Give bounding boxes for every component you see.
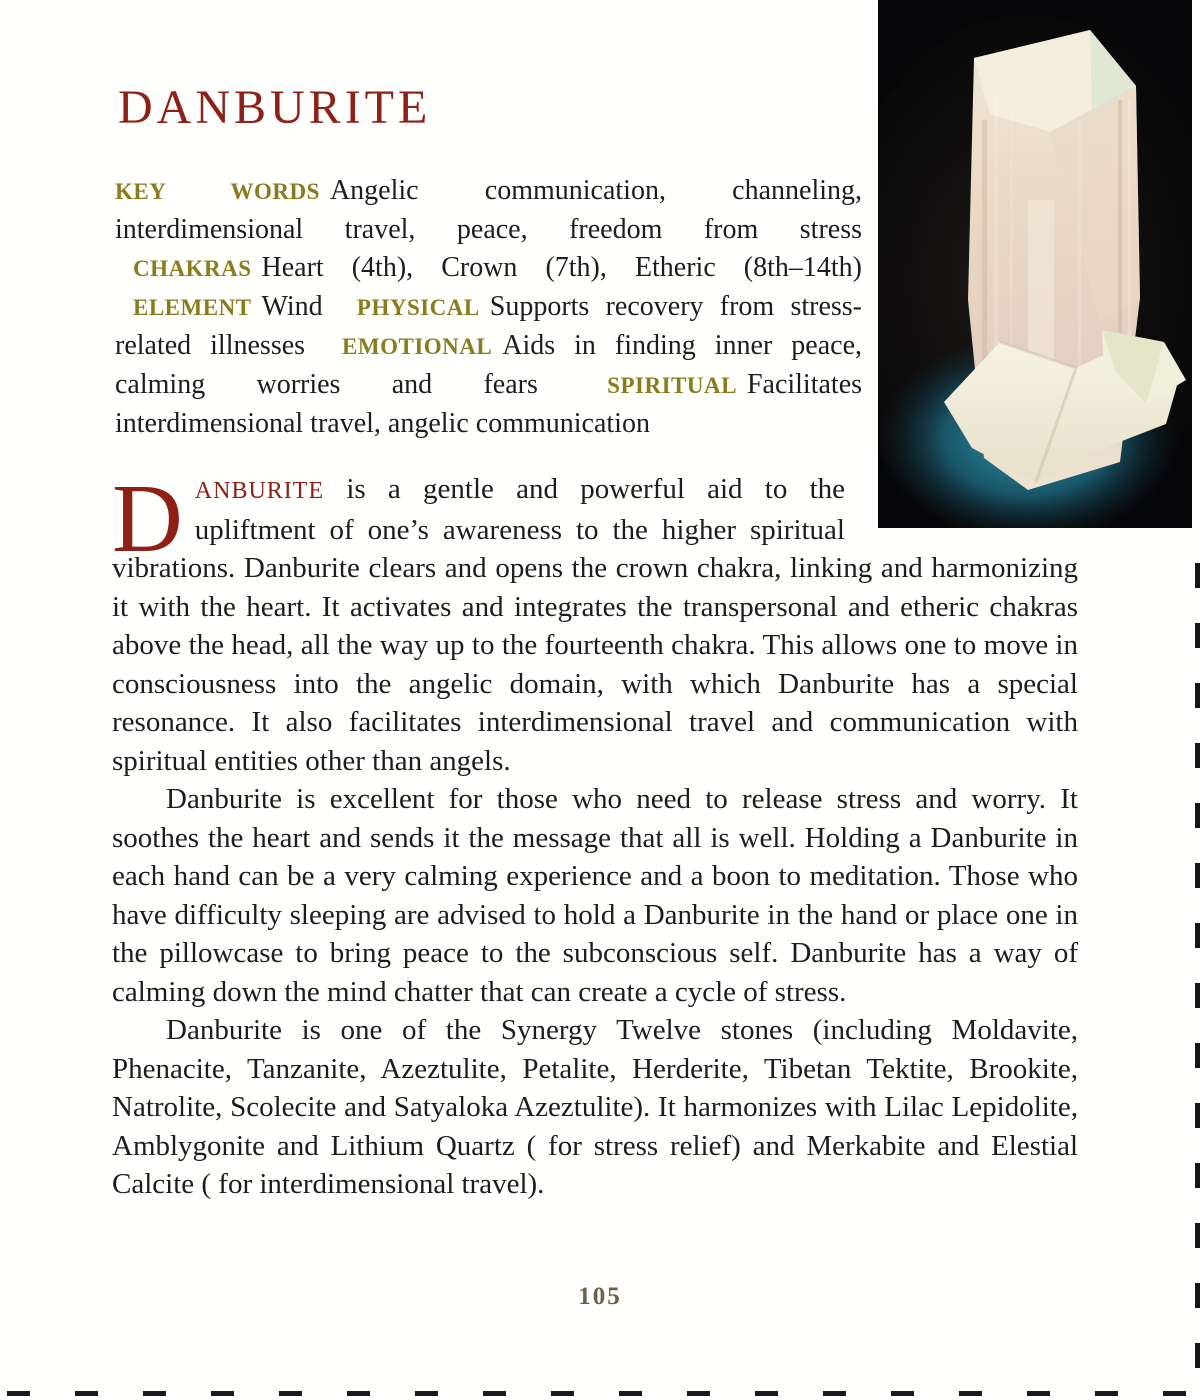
article-body [112, 465, 1078, 1204]
lead-word: ANBURITE [194, 478, 325, 504]
danburite-crystal-photo [878, 0, 1192, 528]
property-label-physical: PHYSICAL [356, 295, 480, 320]
property-label-spiritual: SPIRITUAL [607, 373, 737, 398]
paragraph-1-text: is a gentle and powerful aid to the upliftment of one’s awareness to the higher spiritual vibrations. Danburite clears and opens the crown chakra, linking and harmonizing it with the heart. It activates and integrates the transpersonal and etheric chakras above the head, all the way up to the fourteenth chakra. This allows one to move in consciousness into the angelic domain, with which Danburite has a special resonance. It also facilitates interdimensional travel and communication with spiritual entities other than angels. [112, 473, 1078, 777]
photo-wrap-spacer [845, 470, 1078, 544]
property-label-chakras: CHAKRAS [133, 256, 252, 281]
property-text-physical: Supports recovery from stress-related illnesses [115, 291, 862, 361]
property-label-element: ELEMENT [133, 295, 252, 320]
drop-cap: D [112, 465, 183, 573]
page-title: DANBURITE [118, 81, 432, 134]
property-text-key-words: Angelic communication, channeling, interdimensional travel, peace, freedom from stress [115, 175, 862, 245]
crystal-illustration [878, 0, 1192, 528]
property-text-element: Wind [261, 291, 323, 322]
bottom-dash-border [7, 1391, 1200, 1396]
property-text-chakras: Heart (4th), Crown (7th), Etheric (8th–14th) [261, 252, 862, 283]
paragraph-1 [112, 465, 1078, 780]
property-label-emotional: EMOTIONAL [342, 334, 493, 359]
paragraph-3: Danburite is one of the Synergy Twelve stones (including Moldavite, Phenacite, Tanzanite, Azeztulite, Petalite, Herderite, Tibetan Tektite, Brookite, Natrolite, Scolecite and Satyaloka Azeztulite). It harmonizes with Lilac Lepidolite, Amblygonite and Lithium Quartz ( for stress relief) and Merkabite and Elestial Calcite ( for interdimensional travel). [112, 1014, 1078, 1200]
property-label-key-words: KEY WORDS [115, 179, 320, 204]
properties-block [115, 172, 862, 443]
property-text-emotional: Aids in finding inner peace, calming worries and fears [115, 330, 862, 400]
page-number: 105 [578, 1283, 622, 1310]
right-dash-border [1195, 563, 1200, 1385]
property-text-spiritual: Facilitates interdimensional travel, angelic communication [115, 369, 863, 439]
paragraph-2: Danburite is excellent for those who need to release stress and worry. It soothes the heart and sends it the message that all is well. Holding a Danburite in each hand can be a very calming experience and a boon to meditation. Those who have difficulty sleeping are advised to hold a Danburite in the hand or place one in the pillowcase to bring peace to the subconscious self. Danburite has a way of calming down the mind chatter that can create a cycle of stress. [112, 783, 1078, 1008]
